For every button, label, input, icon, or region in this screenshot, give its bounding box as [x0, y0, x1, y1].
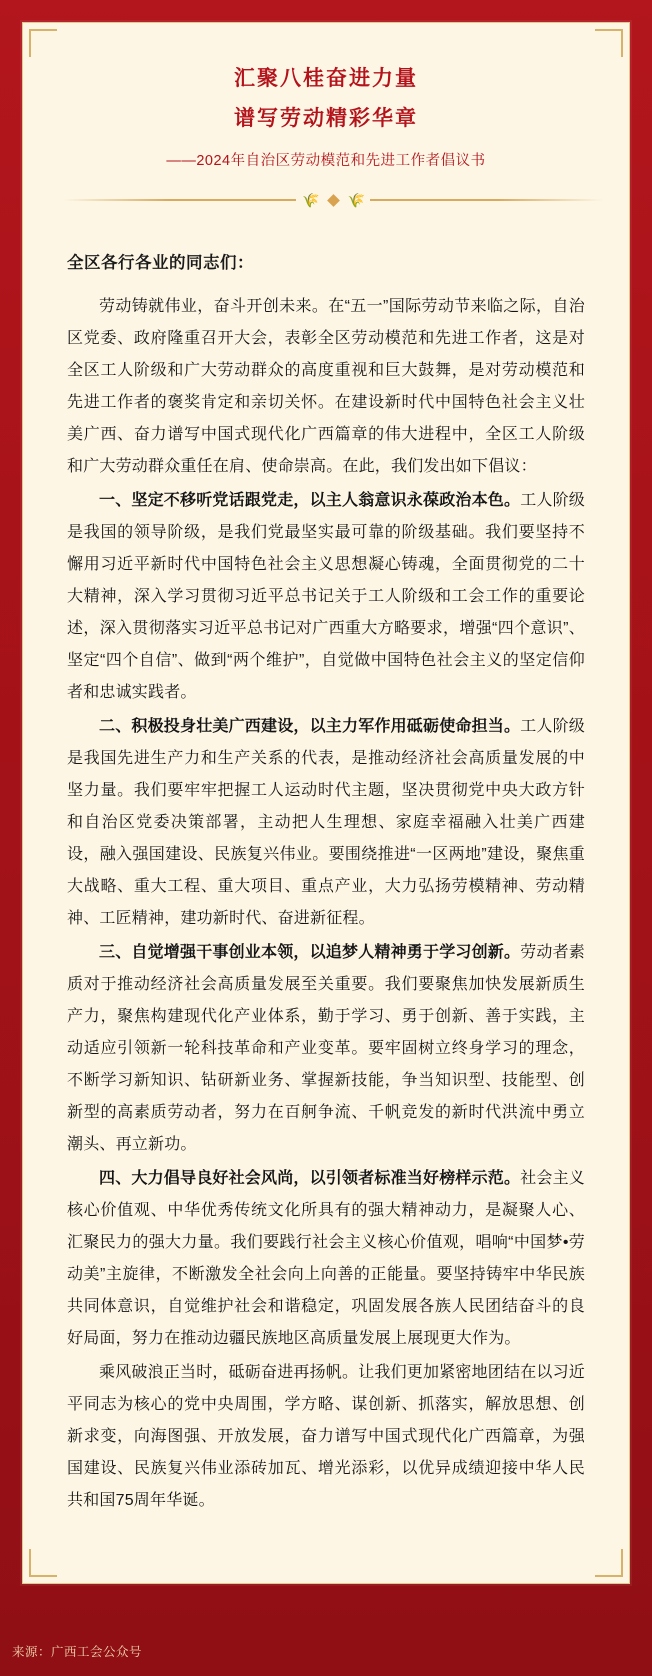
page-subtitle: ——2024年自治区劳动模范和先进工作者倡议书	[166, 152, 486, 169]
paragraph-lead-emphasis: 二、积极投身壮美广西建设，以主力军作用砥砺使命担当。	[99, 717, 521, 735]
source-credit: 来源：广西工会公众号	[12, 1645, 143, 1659]
corner-ornament-bottom-left	[29, 1549, 57, 1577]
document-header	[23, 23, 629, 209]
corner-ornament-top-right	[595, 29, 623, 57]
divider-line-right	[370, 199, 603, 201]
diamond-icon	[327, 194, 340, 207]
paragraph-lead-emphasis: 四、大力倡导良好社会风尚，以引领者标准当好榜样示范。	[99, 1169, 521, 1187]
paragraph-2: 一、坚定不移听党话跟党走，以主人翁意识永葆政治本色。工人阶级是我国的领导阶级，是我们党最坚实最可靠的阶级基础。我们要坚持不懈用习近平新时代中国特色社会主义思想凝心铸魂，全面贯彻党的二十大精神，深入学习贯彻习近平总书记关于工人阶级和工会工作的重要论述，深入贯彻落实习近平总书记对广西重大方略要求，增强“四个意识”、坚定“四个自信”、做到“两个维护”，自觉做中国特色社会主义的坚定信仰者和忠诚实践者。	[67, 491, 586, 701]
paragraph-4: 三、自觉增强干事创业本领，以追梦人精神勇于学习创新。劳动者素质对于推动经济社会高质量发展至关重要。我们要聚焦加快发展新质生产力，聚焦构建现代化产业体系，勤于学习、勇于创新、善于实践，主动适应引领新一轮科技革命和产业变革。要牢固树立终身学习的理念，不断学习新知识、钻研新业务、掌握新技能，争当知识型、技能型、创新型的高素质劳动者，努力在百舸争流、千帆竞发的新时代洪流中勇立潮头、再立新功。	[67, 943, 586, 1153]
divider-center-motif	[302, 192, 364, 209]
paragraph-1: 劳动铸就伟业，奋斗开创未来。在“五一”国际劳动节来临之际，自治区党委、政府隆重召开大会，表彰全区劳动模范和先进工作者，这是对全区工人阶级和广大劳动群众的高度重视和巨大鼓舞，是对劳动模范和先进工作者的褒奖肯定和亲切关怀。在建设新时代中国特色社会主义壮美广西、奋力谱写中国式现代化广西篇章的伟大进程中，全区工人阶级和广大劳动群众重任在肩、使命崇高。在此，我们发出如下倡议：	[67, 297, 585, 475]
corner-ornament-top-left	[29, 29, 57, 57]
page-title-line-1: 汇聚八桂奋进力量	[234, 67, 418, 90]
wheat-icon-right: 🌾	[347, 191, 364, 208]
wheat-icon-left: 🌾	[302, 191, 319, 208]
paragraph-6: 乘风破浪正当时，砥砺奋进再扬帆。让我们更加紧密地团结在以习近平同志为核心的党中央周围，学方略、谋创新、抓落实，解放思想、创新求变，向海图强、开放发展，奋力谱写中国式现代化广西篇章，为强国建设、民族复兴伟业添砖加瓦、增光添彩，以优异成绩迎接中华人民共和国75周年华诞。	[67, 1363, 586, 1509]
divider-ornament	[63, 192, 603, 209]
paragraph-lead-emphasis: 一、坚定不移听党话跟党走，以主人翁意识永葆政治本色。	[99, 491, 521, 509]
corner-ornament-bottom-right	[595, 1549, 623, 1577]
page-title-line-2: 谱写劳动精彩华章	[234, 106, 418, 130]
divider-line-left	[63, 199, 296, 201]
salutation: 全区各行各业的同志们：	[67, 253, 254, 272]
letter-card	[22, 22, 630, 1584]
paragraph-3: 二、积极投身壮美广西建设，以主力军作用砥砺使命担当。工人阶级是我国先进生产力和生产关系的代表，是推动经济社会高质量发展的中坚力量。我们要牢牢把握工人运动时代主题，坚决贯彻党中央大政方针和自治区党委决策部署，主动把人生理想、家庭幸福融入壮美广西建设，融入强国建设、民族复兴伟业。要围绕推进“一区两地”建设，聚焦重大战略、重大工程、重大项目、重点产业，大力弘扬劳模精神、劳动精神、工匠精神，建功新时代、奋进新征程。	[67, 717, 586, 927]
paragraph-5: 四、大力倡导良好社会风尚，以引领者标准当好榜样示范。社会主义核心价值观、中华优秀传统文化所具有的强大精神动力，是凝聚人心、汇聚民力的强大力量。我们要践行社会主义核心价值观，唱响“中国梦•劳动美”主旋律，不断激发全社会向上向善的正能量。要坚持铸牢中华民族共同体意识，自觉维护社会和谐稳定，巩固发展各族人民团结奋斗的良好局面，努力在推动边疆民族地区高质量发展上展现更大作为。	[67, 1169, 586, 1347]
letter-body	[67, 291, 585, 1517]
paragraph-lead-emphasis: 三、自觉增强干事创业本领，以追梦人精神勇于学习创新。	[99, 943, 521, 961]
